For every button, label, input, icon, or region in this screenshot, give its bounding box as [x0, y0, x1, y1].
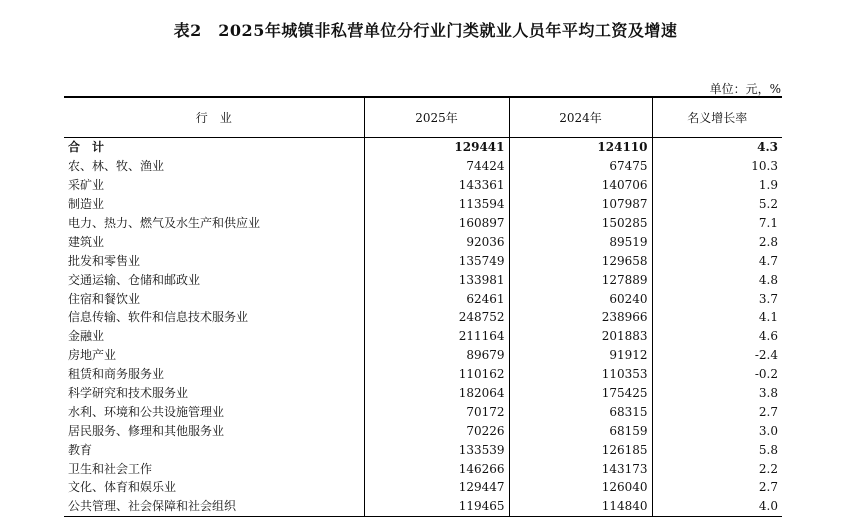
- industry-cell: 采矿业: [68, 178, 105, 193]
- wage-2024-cell: 150285: [509, 214, 652, 233]
- wage-2025-cell: 129447: [364, 478, 509, 497]
- wage-2025-cell: 182064: [364, 384, 509, 403]
- total-row: [64, 138, 782, 157]
- wage-2024-cell: 175425: [509, 384, 652, 403]
- wage-2024-cell: 68159: [509, 421, 652, 440]
- table-row: [64, 440, 782, 459]
- table-row: [64, 251, 782, 270]
- table-row: [64, 232, 782, 251]
- industry-cell: 水利、环境和公共设施管理业: [68, 404, 225, 419]
- wage-table-container: [64, 96, 782, 517]
- industry-cell: 批发和零售业: [68, 253, 141, 268]
- table-body: [64, 138, 782, 517]
- growth-rate-cell: 2.7: [652, 402, 782, 421]
- growth-rate-cell: 2.2: [652, 459, 782, 478]
- table-row: [64, 327, 782, 346]
- table-header: [64, 97, 782, 138]
- industry-cell: 合 计: [68, 140, 105, 155]
- industry-cell: 电力、热力、燃气及水生产和供应业: [68, 216, 261, 230]
- header-industry: 行 业: [64, 97, 364, 138]
- table-title: 表2 2025年城镇非私营单位分行业门类就业人员年平均工资及增速: [173, 21, 678, 40]
- growth-rate-cell: 4.3: [652, 138, 782, 157]
- table-row: [64, 346, 782, 365]
- industry-cell: 租赁和商务服务业: [68, 367, 165, 382]
- wage-2025-cell: 70226: [364, 421, 509, 440]
- growth-rate-cell: 3.7: [652, 289, 782, 308]
- wage-2024-cell: 89519: [509, 232, 652, 251]
- growth-rate-cell: 3.8: [652, 384, 782, 403]
- industry-cell: 金融业: [68, 329, 105, 344]
- wage-2025-cell: 70172: [364, 402, 509, 421]
- industry-cell: 制造业: [68, 197, 105, 212]
- growth-rate-cell: 10.3: [652, 157, 782, 176]
- growth-rate-cell: 4.8: [652, 270, 782, 289]
- table-row: [64, 308, 782, 327]
- wage-2024-cell: 91912: [509, 346, 652, 365]
- table-row: [64, 365, 782, 384]
- growth-rate-cell: 4.7: [652, 251, 782, 270]
- table-row: [64, 421, 782, 440]
- table-row: [64, 459, 782, 478]
- wage-2025-cell: 89679: [364, 346, 509, 365]
- wage-2024-cell: 201883: [509, 327, 652, 346]
- industry-cell: 科学研究和技术服务业: [68, 386, 189, 401]
- wage-2024-cell: 129658: [509, 251, 652, 270]
- wage-2024-cell: 68315: [509, 402, 652, 421]
- wage-2025-cell: 129441: [364, 138, 509, 157]
- table-row: [64, 176, 782, 195]
- wage-2024-cell: 124110: [509, 138, 652, 157]
- growth-rate-cell: 4.6: [652, 327, 782, 346]
- wage-2025-cell: 143361: [364, 176, 509, 195]
- wage-2025-cell: 119465: [364, 497, 509, 516]
- wage-2025-cell: 110162: [364, 365, 509, 384]
- wage-2024-cell: 60240: [509, 289, 652, 308]
- growth-rate-cell: 3.0: [652, 421, 782, 440]
- table-row: [64, 478, 782, 497]
- growth-rate-cell: 5.2: [652, 195, 782, 214]
- wage-2025-cell: 160897: [364, 214, 509, 233]
- wage-2025-cell: 74424: [364, 157, 509, 176]
- wage-2024-cell: 126185: [509, 440, 652, 459]
- header-growth: 名义增长率: [652, 97, 782, 138]
- industry-cell: 居民服务、修理和其他服务业: [68, 423, 225, 438]
- wage-2025-cell: 135749: [364, 251, 509, 270]
- growth-rate-cell: 4.1: [652, 308, 782, 327]
- wage-2025-cell: 62461: [364, 289, 509, 308]
- industry-cell: 文化、体育和娱乐业: [68, 480, 177, 495]
- table-row: [64, 384, 782, 403]
- wage-2025-cell: 248752: [364, 308, 509, 327]
- growth-rate-cell: 2.8: [652, 232, 782, 251]
- growth-rate-cell: 1.9: [652, 176, 782, 195]
- growth-rate-cell: 4.0: [652, 497, 782, 516]
- wage-table: [64, 96, 782, 517]
- wage-2025-cell: 113594: [364, 195, 509, 214]
- wage-2024-cell: 127889: [509, 270, 652, 289]
- header-row: [64, 97, 782, 138]
- wage-2024-cell: 126040: [509, 478, 652, 497]
- wage-2024-cell: 238966: [509, 308, 652, 327]
- industry-cell: 公共管理、社会保障和社会组织: [64, 497, 364, 516]
- industry-cell: 教育: [68, 442, 93, 457]
- industry-cell: 信息传输、软件和信息技术服务业: [68, 310, 249, 325]
- industry-cell: 农、林、牧、渔业: [68, 159, 165, 174]
- industry-cell: 交通运输、仓储和邮政业: [68, 272, 201, 287]
- industry-cell: 房地产业: [68, 348, 117, 363]
- table-row: [64, 270, 782, 289]
- wage-2024-cell: 107987: [509, 195, 652, 214]
- industry-cell: 卫生和社会工作: [68, 461, 153, 476]
- table-row: [64, 214, 782, 233]
- header-2024: 2024年: [509, 97, 652, 138]
- table-row: [64, 157, 782, 176]
- table-row: [64, 289, 782, 308]
- wage-2024-cell: 114840: [509, 497, 652, 516]
- wage-2024-cell: 140706: [509, 176, 652, 195]
- growth-rate-cell: 2.7: [652, 478, 782, 497]
- wage-2024-cell: 67475: [509, 157, 652, 176]
- growth-rate-cell: -0.2: [652, 365, 782, 384]
- growth-rate-cell: -2.4: [652, 346, 782, 365]
- wage-2024-cell: 110353: [509, 365, 652, 384]
- unit-note: 单位：元，%: [709, 82, 781, 96]
- header-2025: 2025年: [364, 97, 509, 138]
- industry-cell: 住宿和餐饮业: [68, 291, 141, 306]
- table-row: [64, 195, 782, 214]
- industry-cell: 建筑业: [68, 234, 105, 249]
- growth-rate-cell: 7.1: [652, 214, 782, 233]
- wage-2025-cell: 133539: [364, 440, 509, 459]
- table-row: [64, 402, 782, 421]
- table-row: [64, 497, 782, 516]
- wage-2025-cell: 146266: [364, 459, 509, 478]
- wage-2025-cell: 211164: [364, 327, 509, 346]
- wage-2025-cell: 92036: [364, 232, 509, 251]
- growth-rate-cell: 5.8: [652, 440, 782, 459]
- wage-2025-cell: 133981: [364, 270, 509, 289]
- wage-2024-cell: 143173: [509, 459, 652, 478]
